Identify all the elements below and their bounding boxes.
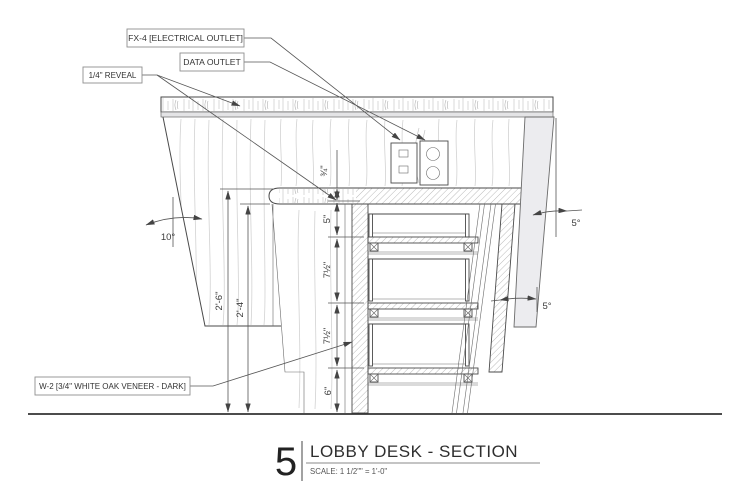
counter-endgrain — [162, 98, 552, 111]
callout-reveal — [83, 67, 142, 83]
dim-text: 2'-6" — [214, 291, 225, 311]
top-counter — [161, 97, 553, 117]
dim-text: ¾" — [319, 165, 330, 177]
data-outlet — [420, 141, 448, 185]
dim-text: 5" — [322, 214, 333, 224]
divider-panel — [345, 204, 368, 413]
dim-text: 5° — [542, 301, 552, 312]
drawer-slide-blocks — [370, 243, 472, 251]
worktop-hatch — [356, 189, 527, 204]
dim-text: 5° — [571, 218, 581, 229]
counter-reveal-band — [161, 112, 553, 117]
dim-angle-left — [146, 197, 202, 247]
callout-text: DATA OUTLET — [183, 57, 241, 67]
callout-fx4 — [127, 29, 244, 47]
dim-text: 7½" — [322, 327, 333, 345]
callout-text: 1/4" REVEAL — [88, 71, 137, 80]
right-outer-panel — [514, 117, 554, 327]
work-counter — [269, 188, 527, 204]
dim-text: 10° — [160, 232, 176, 243]
left-front-panel — [160, 117, 304, 413]
callout-w2 — [35, 377, 190, 395]
drawer-slide-blocks — [370, 309, 472, 317]
drawing-title: LOBBY DESK - SECTION — [310, 442, 519, 461]
detail-number: 5 — [274, 440, 298, 484]
drawer-box — [369, 324, 469, 366]
dim-text: 7½" — [322, 261, 333, 279]
back-veneer-panel — [489, 204, 515, 372]
drawer-stack — [368, 214, 478, 385]
shelf — [368, 303, 478, 309]
dim-text: 2'-4" — [235, 298, 246, 318]
electrical-outlet — [391, 143, 417, 183]
callout-data-outlet — [180, 53, 244, 71]
shelf — [368, 237, 478, 243]
drawer-box — [369, 259, 469, 301]
callout-text: W-2 [3/4" WHITE OAK VENEER - DARK] — [39, 382, 186, 391]
drawer-box — [369, 214, 469, 237]
dim-text: 6" — [323, 386, 334, 396]
title-block — [275, 440, 540, 484]
shelf — [368, 368, 478, 374]
callout-text: FX-4 [ELECTRICAL OUTLET] — [128, 33, 243, 43]
callout-leaders — [142, 38, 425, 386]
drawing-scale: SCALE: 1 1/2"" = 1'-0" — [310, 467, 388, 476]
